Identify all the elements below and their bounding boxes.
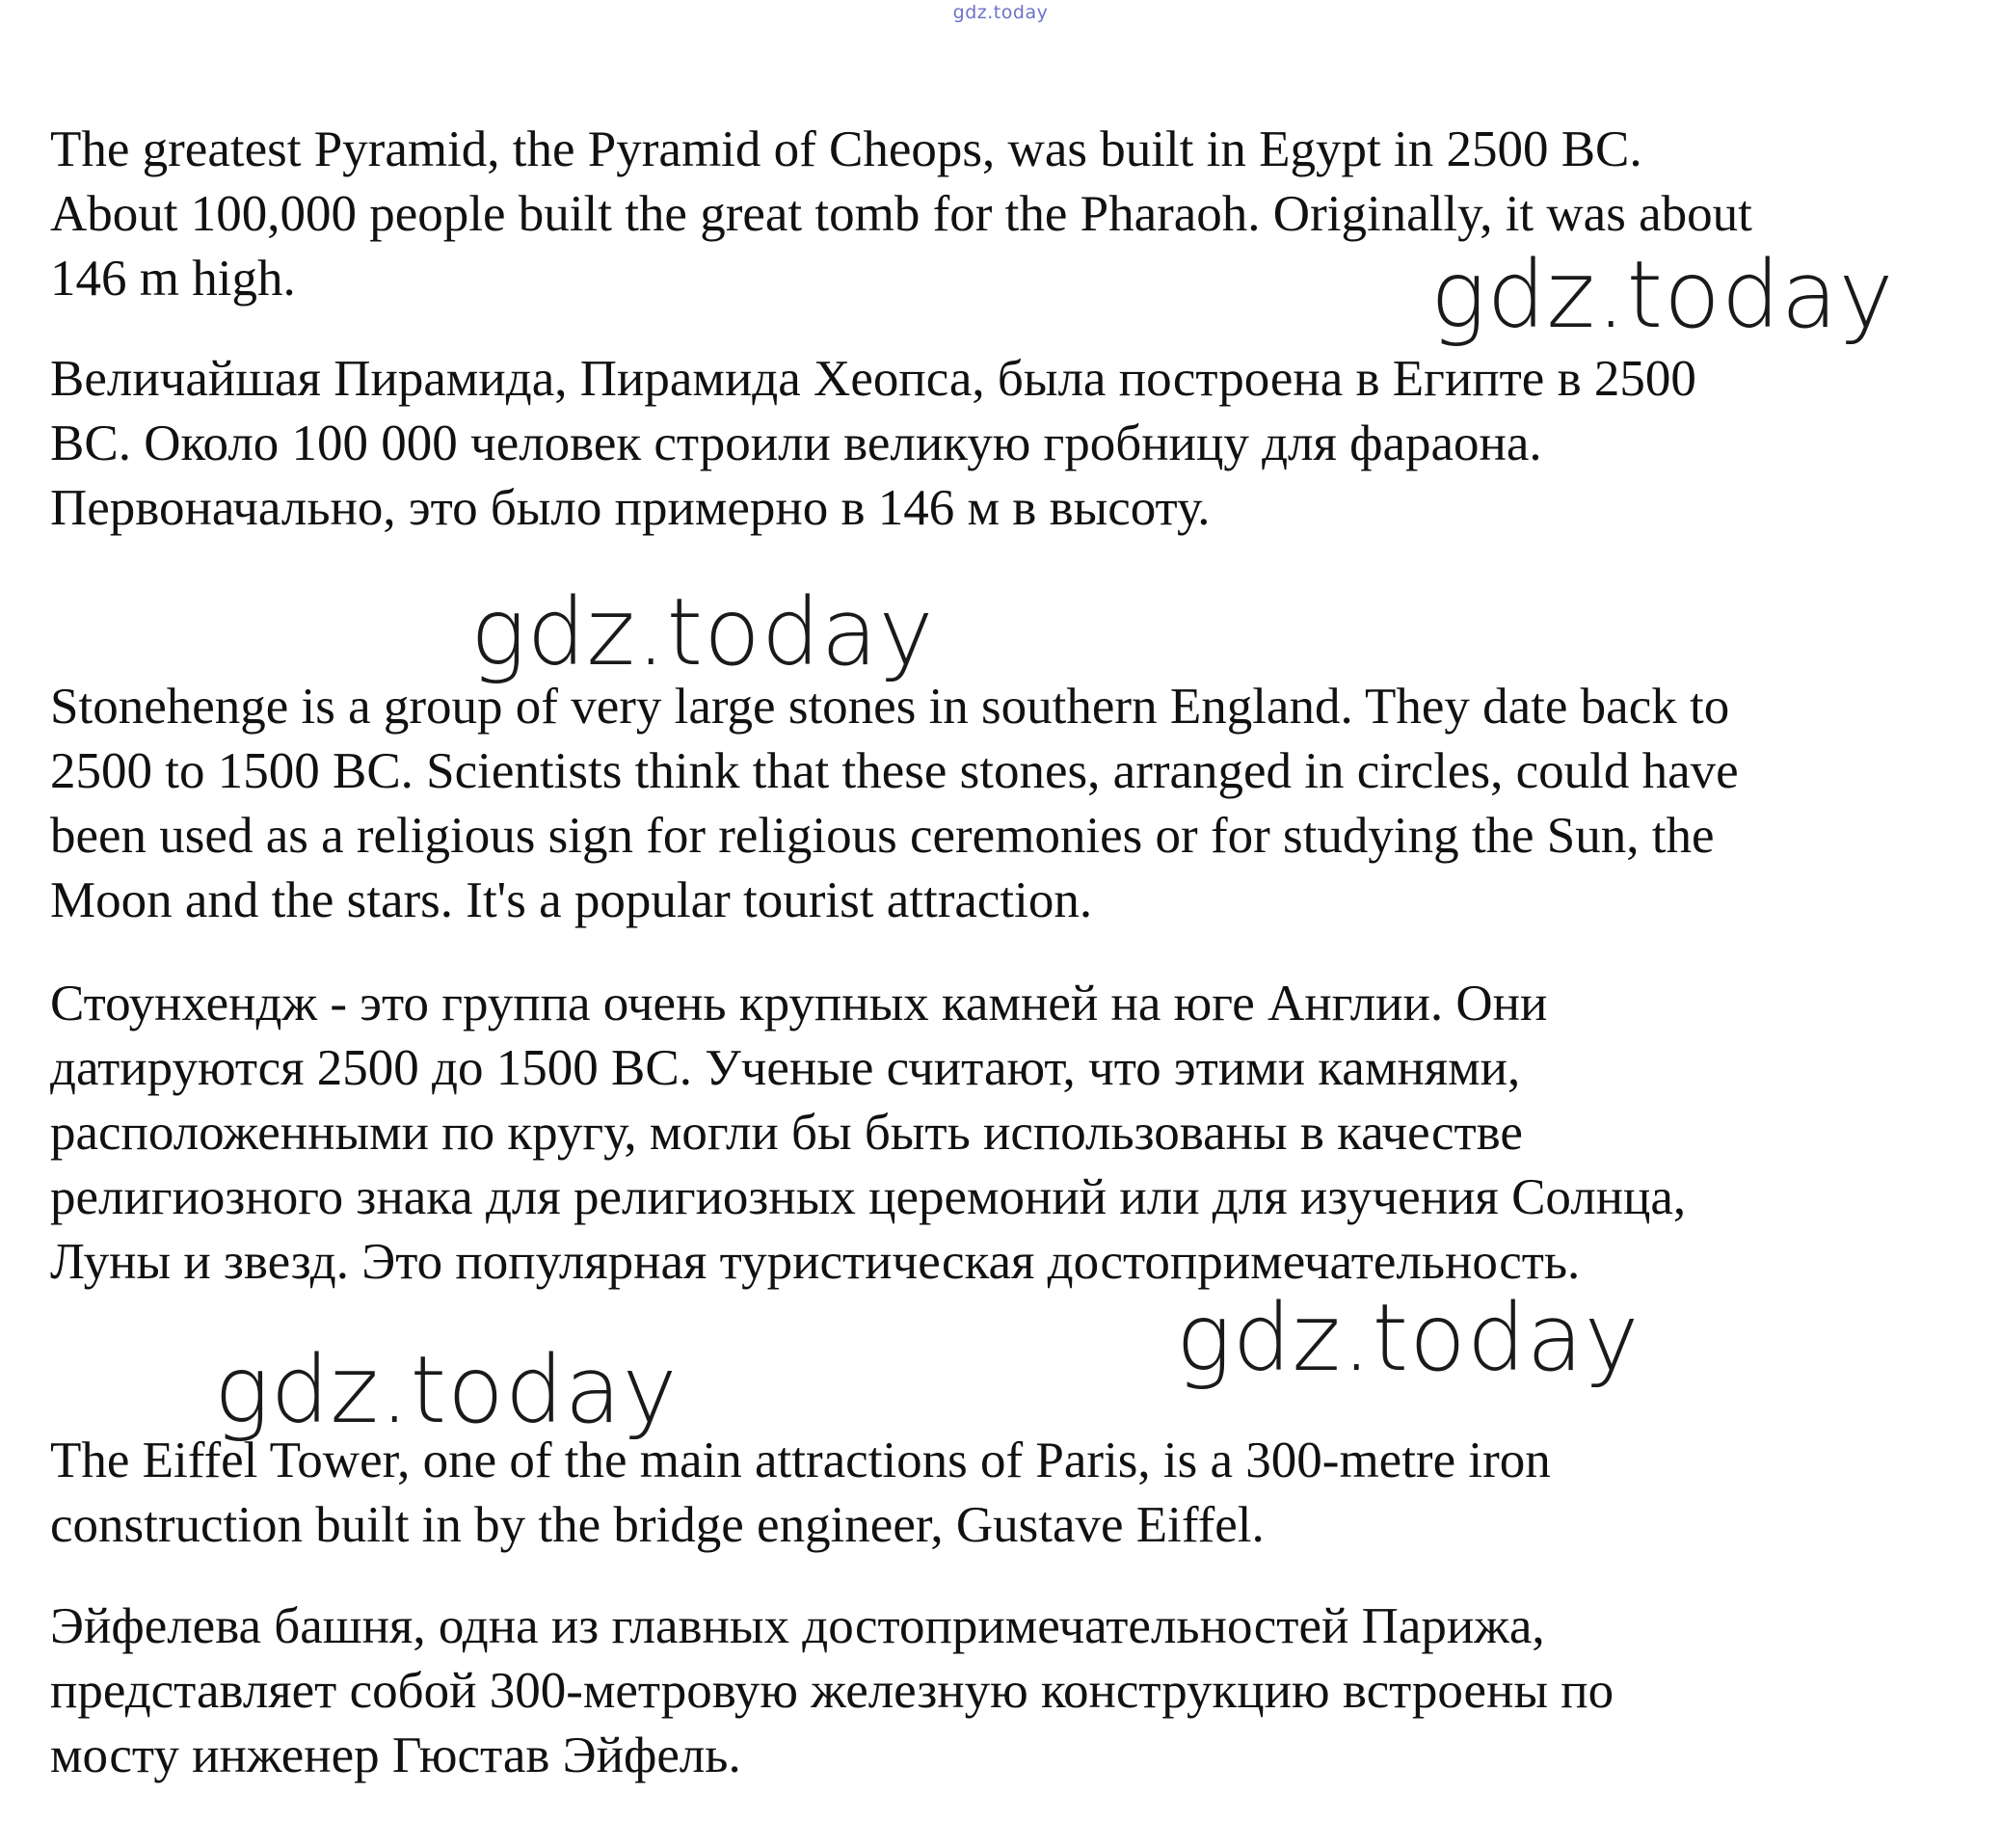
paragraph-stonehenge-en xyxy=(50,675,1968,933)
paragraph-pyramid-ru xyxy=(50,347,1968,541)
watermark-logo: gdz.today xyxy=(214,1336,679,1444)
text-line: The Eiffel Tower, one of the main attractions of Paris, is a 300-metre iron xyxy=(50,1433,1551,1488)
text-line: Луны и звезд. Это популярная туристическая достопримечательность. xyxy=(50,1234,1581,1290)
text-line: 146 m high. xyxy=(50,251,296,307)
watermark-logo: gdz.today xyxy=(470,578,935,686)
text-line: About 100,000 people built the great tomb for the Pharaoh. Originally, it was about xyxy=(50,186,1752,242)
paragraph-eiffel-ru xyxy=(50,1594,1968,1788)
text-line: религиозного знака для религиозных церемоний или для изучения Солнца, xyxy=(50,1169,1687,1225)
text-line: расположенными по кругу, могли бы быть использованы в качестве xyxy=(50,1105,1523,1161)
text-line: been used as a religious sign for religious ceremonies or for studying the Sun, the xyxy=(50,808,1715,864)
text-line: BC. Около 100 000 человек строили великую гробницу для фараона. xyxy=(50,415,1542,471)
text-line: 2500 to 1500 BC. Scientists think that these stones, arranged in circles, could have xyxy=(50,743,1739,799)
text-line: construction built in by the bridge engineer, Gustave Eiffel. xyxy=(50,1497,1265,1553)
text-line: представляет собой 300-метровую железную конструкцию встроены по xyxy=(50,1663,1614,1719)
text-line: датируются 2500 до 1500 BC. Ученые считают, что этими камнями, xyxy=(50,1040,1521,1096)
text-line: Стоунхендж - это группа очень крупных камней на юге Англии. Они xyxy=(50,976,1548,1031)
text-line: Первоначально, это было примерно в 146 м в высоту. xyxy=(50,480,1211,536)
text-line: Величайшая Пирамида, Пирамида Хеопса, была построена в Египте в 2500 xyxy=(50,351,1696,407)
paragraph-eiffel-en xyxy=(50,1429,1968,1558)
watermark-logo: gdz.today xyxy=(1176,1284,1641,1392)
text-line: Moon and the stars. It's a popular tourist attraction. xyxy=(50,872,1093,928)
text-line: Эйфелева башня, одна из главных достопримечательностей Парижа, xyxy=(50,1598,1545,1654)
paragraph-stonehenge-ru xyxy=(50,972,1968,1295)
text-line: Stonehenge is a group of very large stones in southern England. They date back to xyxy=(50,679,1730,735)
header-watermark: gdz.today xyxy=(952,2,1049,23)
text-line: мосту инженер Гюстав Эйфель. xyxy=(50,1727,741,1783)
text-line: The greatest Pyramid, the Pyramid of Cheops, was built in Egypt in 2500 BC. xyxy=(50,121,1642,177)
watermark-logo: gdz.today xyxy=(1430,241,1895,349)
